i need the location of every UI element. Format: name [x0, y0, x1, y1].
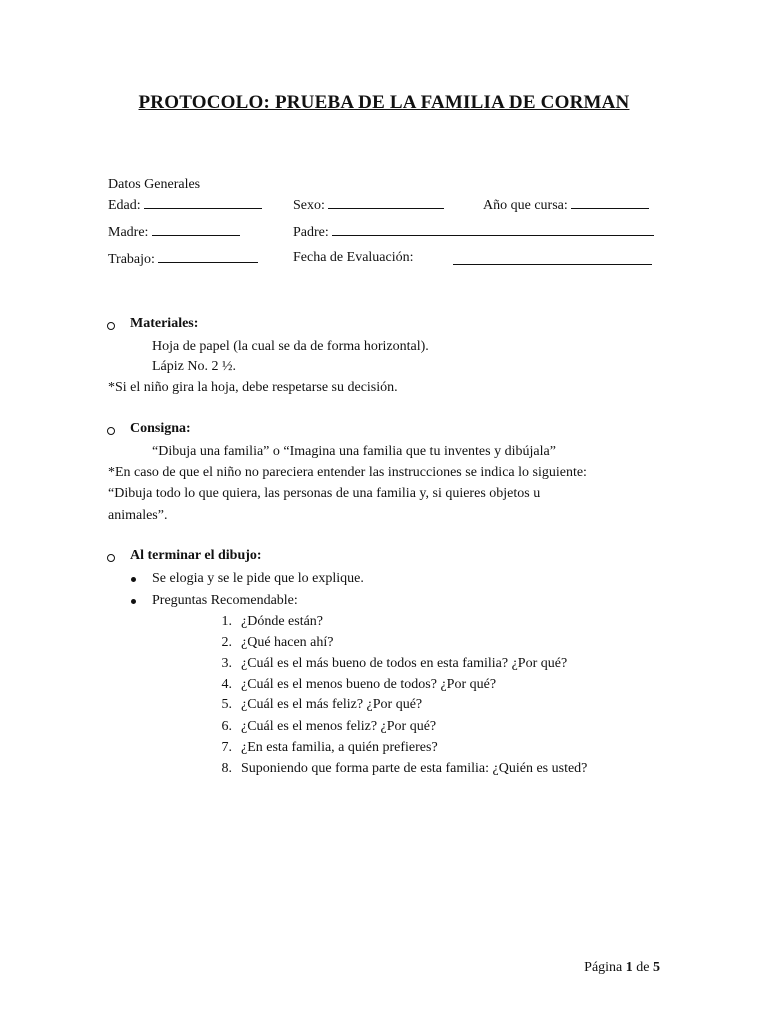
- padre-blank: [332, 223, 654, 236]
- fecha-blank[interactable]: [453, 252, 652, 265]
- trabajo-label: Trabajo:: [108, 252, 155, 267]
- question-text: ¿Cuál es el más feliz? ¿Por qué?: [241, 697, 423, 712]
- footer-total-pages: 5: [653, 960, 660, 975]
- question-number: 8.: [221, 761, 232, 776]
- document-title: PROTOCOLO: PRUEBA DE LA FAMILIA DE CORMAN: [138, 92, 630, 113]
- edad-label: Edad:: [108, 198, 141, 213]
- circle-bullet-icon: [107, 554, 115, 562]
- sexo-field[interactable]: [293, 196, 444, 214]
- circle-bullet-icon: [107, 427, 115, 435]
- page-footer: [584, 960, 660, 976]
- sexo-blank: [328, 196, 444, 209]
- materiales-line-2: Lápiz No. 2 ½.: [152, 359, 236, 374]
- question-text: ¿Dónde están?: [241, 614, 324, 629]
- materiales-heading: Materiales:: [130, 316, 199, 331]
- trabajo-blank: [158, 250, 258, 263]
- bullet-dot-icon: [131, 599, 136, 604]
- circle-bullet-icon: [107, 322, 115, 330]
- sexo-label: Sexo:: [293, 198, 325, 213]
- padre-field[interactable]: [293, 223, 654, 241]
- question-text: Suponiendo que forma parte de esta familia: ¿Quién es usted?: [241, 761, 588, 776]
- consigna-note-1: *En caso de que el niño no pareciera entender las instrucciones se indica lo siguiente:: [108, 465, 587, 480]
- question-text: ¿Qué hacen ahí?: [241, 635, 334, 650]
- padre-label: Padre:: [293, 225, 329, 240]
- anio-blank: [571, 196, 649, 209]
- datos-heading: Datos Generales: [108, 177, 201, 192]
- materiales-note: *Si el niño gira la hoja, debe respetarse su decisión.: [108, 380, 398, 395]
- madre-blank: [152, 223, 240, 236]
- footer-pagina-label: Página: [584, 960, 623, 975]
- footer-de-label: de: [636, 960, 650, 975]
- question-number: 1.: [221, 614, 232, 629]
- materiales-line-1: Hoja de papel (la cual se da de forma horizontal).: [152, 339, 429, 354]
- terminar-bullet-1: Se elogia y se le pide que lo explique.: [152, 571, 364, 586]
- question-text: ¿Cuál es el menos bueno de todos? ¿Por qué?: [241, 677, 497, 692]
- question-number: 5.: [221, 697, 232, 712]
- question-text: ¿En esta familia, a quién prefieres?: [241, 740, 438, 755]
- edad-blank: [144, 196, 262, 209]
- question-number: 4.: [221, 677, 232, 692]
- consigna-note-2: “Dibuja todo lo que quiera, las personas de una familia y, si quieres objetos u: [108, 486, 541, 501]
- question-number: 6.: [221, 719, 232, 734]
- trabajo-field[interactable]: [108, 250, 258, 268]
- question-text: ¿Cuál es el más bueno de todos en esta familia? ¿Por qué?: [241, 656, 568, 671]
- question-number: 7.: [221, 740, 232, 755]
- terminar-bullet-2: Preguntas Recomendable:: [152, 593, 298, 608]
- consigna-heading: Consigna:: [130, 421, 191, 436]
- anio-field[interactable]: [483, 196, 649, 214]
- question-number: 2.: [221, 635, 232, 650]
- madre-field[interactable]: [108, 223, 240, 241]
- terminar-heading: Al terminar el dibujo:: [130, 548, 262, 563]
- edad-field[interactable]: [108, 196, 262, 214]
- question-number: 3.: [221, 656, 232, 671]
- footer-current-page: 1: [625, 960, 633, 975]
- madre-label: Madre:: [108, 225, 149, 240]
- consigna-quote: “Dibuja una familia” o “Imagina una familia que tu inventes y dibújala”: [152, 444, 556, 459]
- bullet-dot-icon: [131, 577, 136, 582]
- consigna-note-3: animales”.: [108, 508, 168, 523]
- fecha-label: Fecha de Evaluación:: [293, 250, 414, 265]
- question-text: ¿Cuál es el menos feliz? ¿Por qué?: [241, 719, 437, 734]
- anio-label: Año que cursa:: [483, 198, 568, 213]
